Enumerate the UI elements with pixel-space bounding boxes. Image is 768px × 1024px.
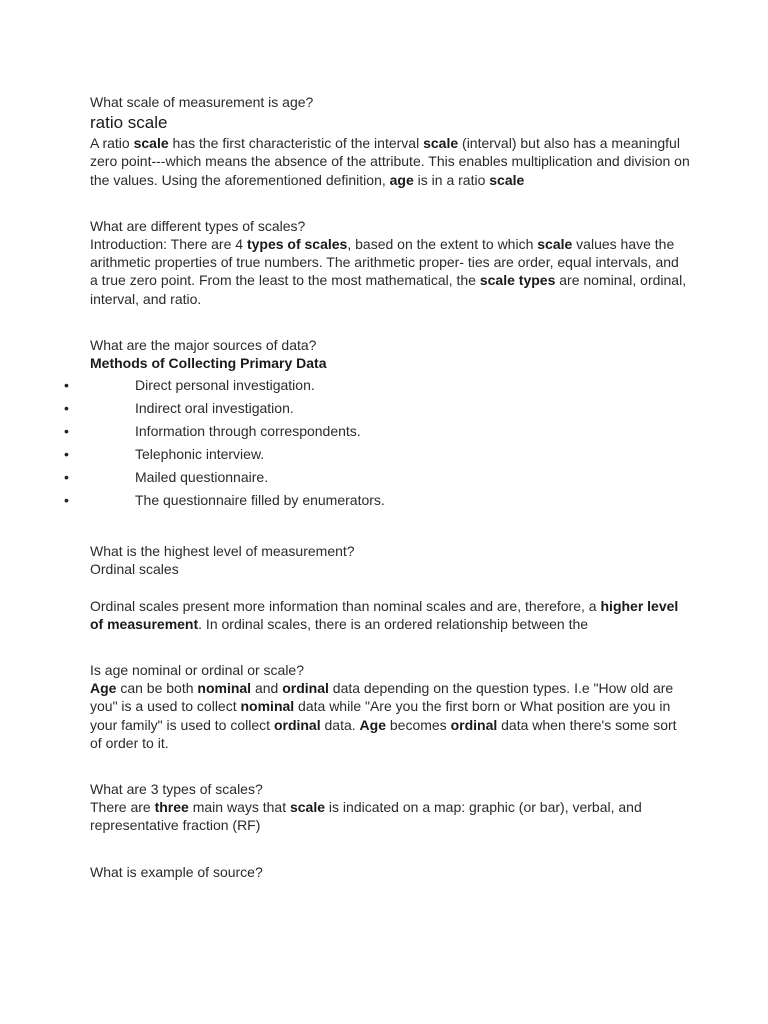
bold-term: higher level of measurement: [90, 597, 679, 632]
bold-term: three: [154, 799, 189, 816]
bold-term: scale: [423, 135, 459, 152]
bold-term: nominal: [240, 698, 295, 715]
question-three-types: What are 3 types of scales?: [90, 781, 263, 798]
bold-term: ordinal: [450, 716, 498, 733]
question-example-source: What is example of source?: [90, 863, 263, 880]
paragraph-three-types: There are three main ways that scale is indicated on a map: graphic (or bar), verbal, and representative fraction (RF): [90, 799, 642, 834]
question-sources-of-data: What are the major sources of data?: [90, 336, 317, 353]
bold-term: scale types: [479, 272, 556, 289]
bullet-icon: •: [64, 492, 69, 509]
bold-term: types of scales: [246, 236, 348, 253]
bold-term: scale: [289, 799, 326, 816]
paragraph-types-intro: Introduction: There are 4 types of scales, based on the extent to which scale values have the arithmetic properties of true numbers. The arithmetic proper- ties are order, equal intervals, and a true zero point. From the least to the most mathematical, the scale types are nominal, ordinal, interval, and ratio.: [90, 236, 687, 307]
list-item: • Telephonic interview.: [90, 443, 690, 466]
paragraph-ordinal: Ordinal scales present more information than nominal scales and are, therefore, a higher level of measurement. In ordinal scales, there is an ordered relationship between the: [90, 597, 679, 632]
methods-heading: Methods of Collecting Primary Data: [90, 355, 327, 372]
question-types-of-scales: What are different types of scales?: [90, 217, 306, 234]
document-page: [64, 93, 690, 881]
bullet-icon: •: [64, 400, 69, 417]
bold-term: Age: [359, 716, 386, 733]
list-item: • Indirect oral investigation.: [90, 397, 690, 420]
bold-term: ordinal: [273, 716, 321, 733]
question-age-nominal-ordinal: Is age nominal or ordinal or scale?: [90, 662, 305, 679]
paragraph-ratio-scale: A ratio scale has the first characteristic of the interval scale (interval) but also has a meaningful zero point---which means the absence of the attribute. This enables multiplication and division on the values. Using the aforementioned definition, age is in a ratio scale: [90, 135, 690, 188]
bold-term: age: [389, 171, 414, 188]
question-age-scale: What scale of measurement is age?: [90, 94, 314, 110]
bold-term: scale: [537, 236, 573, 253]
bullet-icon: •: [64, 377, 69, 394]
bold-term: nominal: [197, 680, 252, 697]
methods-list: [64, 374, 690, 512]
bullet-icon: •: [64, 446, 69, 463]
bullet-icon: •: [64, 423, 69, 440]
bold-term: Age: [90, 680, 117, 697]
answer-title: ratio scale: [90, 113, 168, 133]
bold-term: scale: [489, 171, 525, 188]
list-item: • The questionnaire filled by enumerators.: [90, 489, 690, 512]
question-highest-level: What is the highest level of measurement?: [90, 543, 355, 560]
list-item: • Mailed questionnaire.: [90, 466, 690, 489]
paragraph-age-nominal-ordinal: Age can be both nominal and ordinal data depending on the question types. I.e "How old are you" is a used to collect nominal data while "Are you the first born or What position are you in your family" is used to collect ordinal data. Age becomes ordinal data when there's some sort of order to it.: [90, 680, 677, 751]
list-item: • Direct personal investigation.: [90, 374, 690, 397]
bold-term: scale: [133, 135, 169, 152]
list-item: • Information through correspondents.: [90, 420, 690, 443]
bold-term: ordinal: [282, 680, 329, 697]
bullet-icon: •: [64, 469, 69, 486]
answer-ordinal-scales: Ordinal scales: [90, 561, 179, 578]
